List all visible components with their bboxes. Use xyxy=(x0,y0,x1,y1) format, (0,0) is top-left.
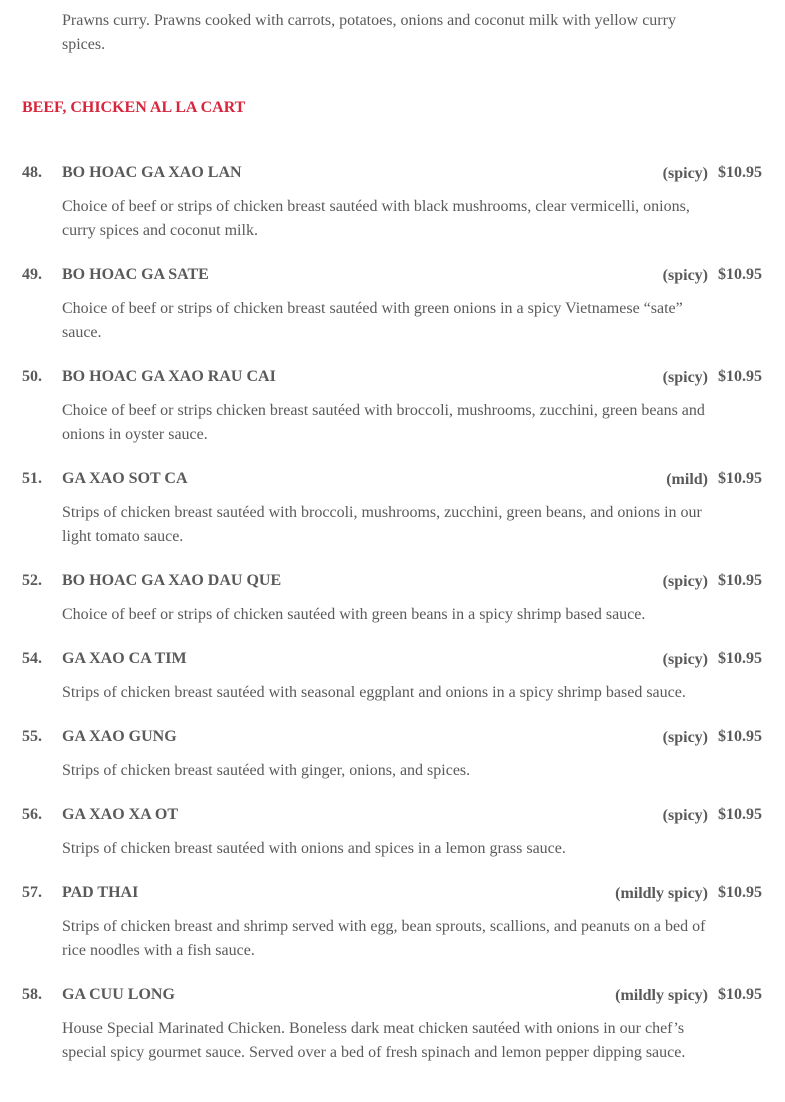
item-number: 51. xyxy=(22,470,42,487)
menu-item xyxy=(0,467,785,545)
item-description: Choice of beef or strips of chicken sautéed with green beans in a spicy shrimp based sauce. xyxy=(62,606,646,623)
item-name: GA XAO XA OT xyxy=(62,806,179,823)
item-name: PAD THAI xyxy=(62,884,139,901)
menu-item xyxy=(0,647,785,701)
menu-item-header xyxy=(0,881,785,905)
item-description: Choice of beef or strips of chicken breast sautéed with black mushrooms, clear vermicelli, onions, curry spices and coconut milk. xyxy=(62,198,690,239)
menu-item-header xyxy=(0,365,785,389)
item-spice-level: (mild) xyxy=(666,471,708,488)
item-price: $10.95 xyxy=(718,164,762,181)
item-price: $10.95 xyxy=(718,884,762,901)
menu-item xyxy=(0,263,785,341)
item-number: 48. xyxy=(22,164,42,181)
item-number: 50. xyxy=(22,368,42,385)
item-price: $10.95 xyxy=(718,806,762,823)
item-description: Strips of chicken breast sautéed with broccoli, mushrooms, zucchini, green beans, and onions in our light tomato sauce. xyxy=(62,504,702,545)
previous-item-description: Prawns curry. Prawns cooked with carrots, potatoes, onions and coconut milk with yellow curry spices. xyxy=(62,12,676,53)
item-price: $10.95 xyxy=(718,470,762,487)
menu-item xyxy=(0,161,785,239)
item-description: Strips of chicken breast and shrimp served with egg, bean sprouts, scallions, and peanuts on a bed of rice noodles with a fish sauce. xyxy=(62,918,706,959)
item-spice-level: (spicy) xyxy=(662,165,708,182)
menu-item xyxy=(0,881,785,959)
item-description: Strips of chicken breast sautéed with onions and spices in a lemon grass sauce. xyxy=(62,840,566,857)
menu-item xyxy=(0,803,785,857)
menu-item-header xyxy=(0,467,785,491)
section-title: BEEF, CHICKEN AL LA CART xyxy=(22,99,246,116)
item-name: BO HOAC GA XAO LAN xyxy=(62,164,242,181)
item-number: 57. xyxy=(22,884,42,901)
item-spice-level: (spicy) xyxy=(662,807,708,824)
menu-item-header xyxy=(0,161,785,185)
item-number: 52. xyxy=(22,572,42,589)
item-spice-level: (mildly spicy) xyxy=(615,885,708,902)
item-number: 49. xyxy=(22,266,42,283)
item-name: BO HOAC GA XAO RAU CAI xyxy=(62,368,276,385)
menu-item-header xyxy=(0,263,785,287)
menu-item xyxy=(0,569,785,623)
item-price: $10.95 xyxy=(718,266,762,283)
item-price: $10.95 xyxy=(718,986,762,1003)
item-price: $10.95 xyxy=(718,368,762,385)
menu-item-header xyxy=(0,725,785,749)
item-description: Choice of beef or strips chicken breast sautéed with broccoli, mushrooms, zucchini, green beans and onions in oyster sauce. xyxy=(62,402,705,443)
item-description: Strips of chicken breast sautéed with ginger, onions, and spices. xyxy=(62,762,471,779)
item-spice-level: (mildly spicy) xyxy=(615,987,708,1004)
item-spice-level: (spicy) xyxy=(662,369,708,386)
item-number: 55. xyxy=(22,728,42,745)
item-name: BO HOAC GA XAO DAU QUE xyxy=(62,572,282,589)
item-spice-level: (spicy) xyxy=(662,573,708,590)
item-spice-level: (spicy) xyxy=(662,729,708,746)
item-price: $10.95 xyxy=(718,650,762,667)
item-name: BO HOAC GA SATE xyxy=(62,266,209,283)
item-spice-level: (spicy) xyxy=(662,651,708,668)
item-name: GA CUU LONG xyxy=(62,986,175,1003)
item-number: 54. xyxy=(22,650,42,667)
item-name: GA XAO SOT CA xyxy=(62,470,188,487)
menu-item-header xyxy=(0,647,785,671)
item-name: GA XAO CA TIM xyxy=(62,650,187,667)
item-number: 58. xyxy=(22,986,42,1003)
item-price: $10.95 xyxy=(718,572,762,589)
item-number: 56. xyxy=(22,806,42,823)
menu-item xyxy=(0,983,785,1061)
item-description: House Special Marinated Chicken. Boneless dark meat chicken sautéed with onions in our chef’s special spicy gourmet sauce. Served over a bed of fresh spinach and lemon pepper dipping sauce. xyxy=(62,1020,686,1061)
item-description: Choice of beef or strips of chicken breast sautéed with green onions in a spicy Vietnamese “sate” sauce. xyxy=(62,300,683,341)
menu-item-header xyxy=(0,803,785,827)
item-price: $10.95 xyxy=(718,728,762,745)
item-description: Strips of chicken breast sautéed with seasonal eggplant and onions in a spicy shrimp based sauce. xyxy=(62,684,686,701)
item-name: GA XAO GUNG xyxy=(62,728,177,745)
item-spice-level: (spicy) xyxy=(662,267,708,284)
menu-item xyxy=(0,725,785,779)
menu-item-header xyxy=(0,983,785,1007)
menu-item xyxy=(0,365,785,443)
menu-item-header xyxy=(0,569,785,593)
